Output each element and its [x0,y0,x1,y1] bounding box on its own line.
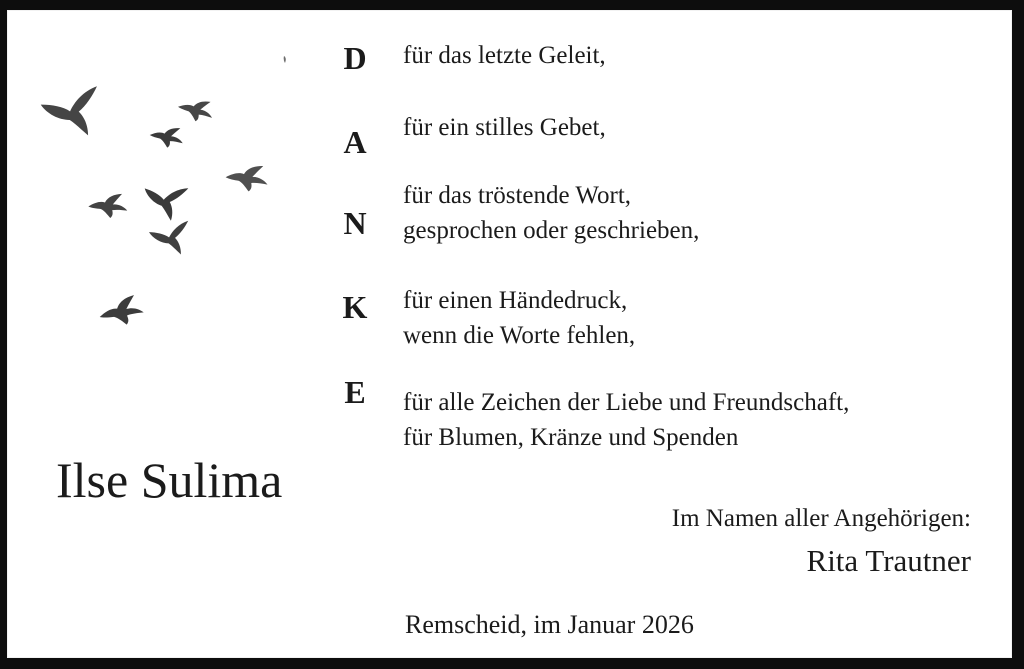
acrostic-line: für das tröstende Wort, [403,182,632,209]
bird-silhouette [142,184,189,222]
bird-silhouette [224,160,271,194]
acrostic-letter: A [343,124,367,160]
acrostic-letter: N [343,205,367,241]
acrostic-letter: D [343,40,367,76]
acrostic-line: für Blumen, Kränze und Spenden [403,424,739,451]
bird-silhouette [148,221,194,259]
on-behalf-text: Im Namen aller Angehörigen: [671,505,971,532]
acrostic-line: für ein stilles Gebet, [403,114,606,141]
signature-name: Rita Trautner [806,543,971,578]
acrostic-line: für das letzte Geleit, [403,42,606,69]
acrostic-lines [403,38,606,73]
acrostic-lines [403,283,635,353]
flying-birds-illustration [37,50,287,340]
ink-speck [284,56,286,63]
memorial-card [7,10,1012,658]
bird-silhouette [98,294,145,327]
bird-silhouette [87,190,129,219]
acrostic-letter: K [342,289,368,325]
acrostic-letter: E [344,374,366,410]
acrostic-line: wenn die Worte fehlen, [403,322,636,349]
bird-silhouette [39,86,106,143]
acrostic-line: für alle Zeichen der Liebe und Freundschaft, [403,389,850,416]
acrostic-lines [403,385,849,455]
bird-silhouette [148,121,186,151]
acrostic-lines [403,110,606,145]
bird-silhouette [175,93,216,126]
place-and-date: Remscheid, im Januar 2026 [405,610,694,639]
acrostic-line: für einen Händedruck, [403,287,628,314]
acrostic-line: gesprochen oder geschrieben, [403,217,700,244]
deceased-name: Ilse Sulima [56,452,283,508]
acrostic-lines [403,178,699,248]
